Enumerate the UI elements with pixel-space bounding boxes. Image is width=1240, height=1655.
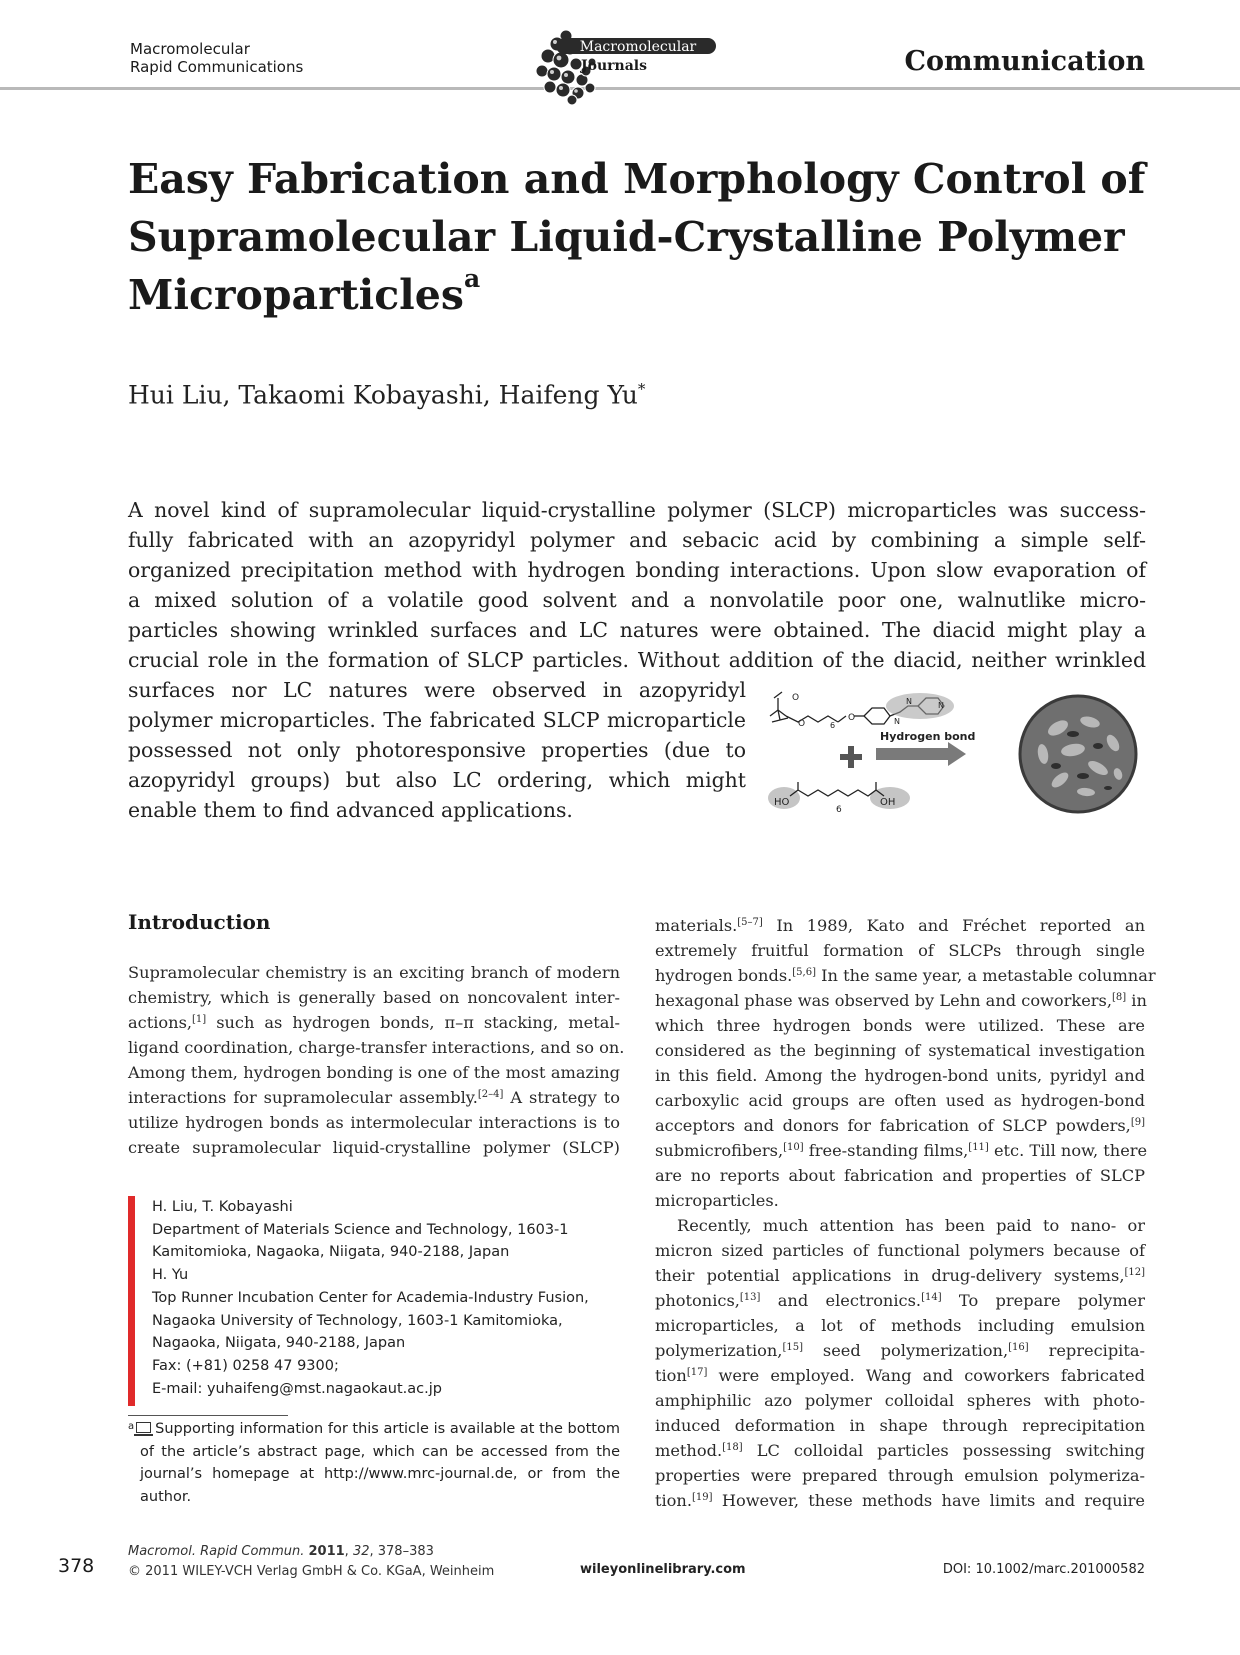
text-line xyxy=(128,960,620,985)
text-run: A strategy to xyxy=(503,1088,620,1107)
citation-volume: 32 xyxy=(352,1544,370,1559)
text-run: are no reports about fabrication and properties of SLCP xyxy=(655,1166,1145,1185)
citation-ref[interactable]: [11] xyxy=(968,1142,989,1153)
text-run: Recently, much attention has been paid to nano- or xyxy=(677,1216,1145,1235)
affiliation-email[interactable]: E-mail: yuhaifeng@mst.nagaokaut.ac.jp xyxy=(152,1380,442,1397)
text-line xyxy=(655,913,1145,938)
text-run: hexagonal phase was observed by Lehn and coworkers, xyxy=(655,991,1112,1010)
text-line xyxy=(128,985,620,1010)
affiliation-line: Nagaoka, Niigata, 940-2188, Japan xyxy=(152,1335,406,1352)
footnote-line: of the article’s abstract page, which can be accessed from the xyxy=(140,1443,620,1460)
text-line xyxy=(655,1038,1145,1063)
intro-right-column xyxy=(655,913,1156,1513)
text-run: etc. Till now, there xyxy=(988,1141,1148,1160)
citation-line: Macromol. Rapid Commun. 2011, 32, 378–383 xyxy=(128,1544,434,1559)
text-line xyxy=(655,963,1156,988)
text-run: polymerization, xyxy=(655,1341,783,1360)
text-run: considered as the beginning of systematical investigation xyxy=(655,1041,1145,1060)
text-run: photonics, xyxy=(655,1291,740,1310)
abstract-line: azopyridyl groups) but also LC ordering, which might xyxy=(128,768,746,792)
author-affiliations xyxy=(152,1196,589,1400)
text-run: submicrofibers, xyxy=(655,1141,784,1160)
citation-pages: 378–383 xyxy=(377,1544,434,1559)
citation-ref[interactable]: [1] xyxy=(192,1014,207,1025)
text-line xyxy=(128,1035,625,1060)
text-run: actions, xyxy=(128,1013,193,1032)
text-run: In 1989, Kato and Fréchet reported an xyxy=(762,916,1145,935)
author-names: Hui Liu, Takaomi Kobayashi, Haifeng Yu xyxy=(128,380,638,410)
text-run: LC colloidal particles possessing switching xyxy=(742,1441,1145,1460)
text-run: create supramolecular liquid-crystalline polymer (SLCP) xyxy=(128,1138,620,1157)
text-run: ligand coordination, charge-transfer interactions, and so on. xyxy=(128,1038,625,1057)
text-run: microparticles. xyxy=(655,1191,779,1210)
citation-ref[interactable]: [2–4] xyxy=(477,1089,504,1100)
citation-year: 2011 xyxy=(308,1544,345,1559)
text-line xyxy=(128,1110,620,1135)
polymer-subscript: 6 xyxy=(830,721,836,730)
text-line xyxy=(128,1135,620,1160)
abstract-line: enable them to find advanced applications. xyxy=(128,798,573,822)
abstract-line: a mixed solution of a volatile good solvent and a nonvolatile poor one, walnutlike micro- xyxy=(128,588,1146,612)
text-run: properties were prepared through emulsion polymeriza- xyxy=(655,1466,1145,1485)
journal-name xyxy=(130,40,303,76)
affiliation-accent-bar xyxy=(128,1196,135,1406)
text-line xyxy=(655,1363,1145,1388)
title-line-2: Supramolecular Liquid-Crystalline Polymer xyxy=(128,213,1125,261)
footnote-marker: a xyxy=(128,1421,135,1432)
text-run: such as hydrogen bonds, π–π stacking, metal- xyxy=(206,1013,620,1032)
footnote-text: Supporting information for this article is available at the bottom xyxy=(155,1421,620,1437)
citation-ref[interactable]: [17] xyxy=(686,1367,708,1378)
text-line xyxy=(655,1288,1145,1313)
citation-ref[interactable]: [5,6] xyxy=(792,967,816,978)
plus-icon xyxy=(840,746,862,768)
copyright-line: © 2011 WILEY-VCH Verlag GmbH & Co. KGaA, Weinheim xyxy=(128,1564,495,1579)
citation-ref[interactable]: [18] xyxy=(722,1442,743,1453)
text-line xyxy=(655,1438,1145,1463)
text-run: and electronics. xyxy=(760,1291,922,1310)
text-line xyxy=(655,1138,1148,1163)
page-number: 378 xyxy=(58,1555,95,1577)
text-run: interactions for supramolecular assembly. xyxy=(128,1088,478,1107)
text-run: in this field. Among the hydrogen-bond units, pyridyl and xyxy=(655,1066,1145,1085)
affiliation-line: Top Runner Incubation Center for Academia-Industry Fusion, xyxy=(152,1289,589,1306)
citation-ref[interactable]: [9] xyxy=(1130,1117,1145,1128)
text-run: utilize hydrogen bonds as intermolecular interactions is to xyxy=(128,1113,620,1132)
logo-text-bottom: Journals xyxy=(581,58,647,74)
text-run: However, these methods have limits and require xyxy=(712,1491,1145,1510)
affiliation-line: Department of Materials Science and Technology, 1603-1 xyxy=(152,1221,569,1238)
text-line xyxy=(655,1338,1145,1363)
text-run: induced deformation in shape through reprecipitation xyxy=(655,1416,1145,1435)
text-run: In the same year, a metastable columnar xyxy=(816,966,1156,985)
text-run: Among them, hydrogen bonding is one of the most amazing xyxy=(128,1063,620,1082)
acid-oh: OH xyxy=(880,797,896,808)
doi-link[interactable]: DOI: 10.1002/marc.201000582 xyxy=(942,1562,1145,1577)
text-line xyxy=(128,1085,620,1110)
text-run: hydrogen bonds. xyxy=(655,966,793,985)
text-run: reprecipita- xyxy=(1028,1341,1145,1360)
computer-icon xyxy=(136,1422,151,1433)
citation-ref[interactable]: [10] xyxy=(783,1142,804,1153)
footnote-line[interactable]: journal’s homepage at http://www.mrc-journal.de, or from the xyxy=(140,1466,620,1482)
text-line xyxy=(655,1113,1145,1138)
title-footnote-marker[interactable]: a xyxy=(463,264,481,293)
text-run: extremely fruitful formation of SLCPs through single xyxy=(655,941,1145,960)
hydrogen-bond-label: Hydrogen bond xyxy=(880,730,976,743)
microparticle-image xyxy=(1020,696,1136,812)
text-line xyxy=(655,1013,1145,1038)
footnote-line xyxy=(128,1418,620,1441)
text-line xyxy=(655,1488,1145,1513)
text-line xyxy=(655,988,1145,1013)
text-run: amphiphilic azo polymer colloidal spheres with photo- xyxy=(655,1391,1145,1410)
citation-ref[interactable]: [5–7] xyxy=(737,917,763,928)
section-label: Communication xyxy=(904,46,1145,77)
text-run: tion. xyxy=(655,1491,692,1510)
text-line xyxy=(128,1010,620,1035)
text-run: carboxylic acid groups are often used as hydrogen-bond xyxy=(655,1091,1145,1110)
text-line xyxy=(655,1163,1145,1188)
citation-ref[interactable]: [8] xyxy=(1111,992,1127,1003)
sebacic-acid-structure xyxy=(790,782,884,796)
polymer-carbonyl-o: O xyxy=(792,693,800,703)
abstract-line: possessed not only photoresponsive properties (due to xyxy=(128,738,746,762)
acid-subscript: 6 xyxy=(836,805,842,815)
text-line xyxy=(655,1213,1145,1238)
text-run: Supramolecular chemistry is an exciting branch of modern xyxy=(128,963,620,982)
text-run: method. xyxy=(655,1441,723,1460)
text-run: free-standing films, xyxy=(803,1141,969,1160)
text-line xyxy=(655,938,1145,963)
affiliation-line: Nagaoka University of Technology, 1603-1 Kamitomioka, xyxy=(152,1312,563,1329)
affiliation-line: Kamitomioka, Nagaoka, Niigata, 940-2188, Japan xyxy=(152,1244,510,1261)
wiley-online-library-link[interactable]: wileyonlinelibrary.com xyxy=(580,1562,746,1577)
text-line xyxy=(655,1188,1145,1213)
polymer-ether-o: O xyxy=(848,713,856,723)
journal-name-line2: Rapid Communications xyxy=(130,58,304,76)
citation-journal: Macromol. Rapid Commun. xyxy=(128,1544,305,1559)
text-run: seed polymerization, xyxy=(802,1341,1009,1360)
text-run: acceptors and donors for fabrication of SLCP powders, xyxy=(655,1116,1131,1135)
citation-ref[interactable]: [15] xyxy=(782,1342,803,1353)
text-run: chemistry, which is generally based on noncovalent inter- xyxy=(128,988,620,1007)
citation-ref[interactable]: [16] xyxy=(1008,1342,1029,1353)
citation-ref[interactable]: [13] xyxy=(739,1292,761,1303)
text-run: in xyxy=(1126,991,1147,1010)
title-line-1: Easy Fabrication and Morphology Control of xyxy=(128,155,1146,203)
text-line xyxy=(128,1060,620,1085)
author-list xyxy=(128,380,645,409)
arrow-icon xyxy=(876,742,966,766)
citation-ref[interactable]: [19] xyxy=(692,1492,713,1503)
affiliation-line: H. Liu, T. Kobayashi xyxy=(152,1199,293,1215)
azo-n: N xyxy=(906,697,912,706)
supporting-info-footnote xyxy=(128,1418,620,1508)
text-run: materials. xyxy=(655,916,738,935)
title-line-3-text: Microparticles xyxy=(128,271,464,319)
text-line xyxy=(655,1088,1145,1113)
text-line xyxy=(655,1063,1145,1088)
abstract-line: polymer microparticles. The fabricated SLCP microparticle xyxy=(128,708,746,732)
text-run: which three hydrogen bonds were utilized. These are xyxy=(655,1016,1145,1035)
text-run: micron sized particles of functional polymers because of xyxy=(655,1241,1145,1260)
acid-ho: HO xyxy=(774,797,790,808)
text-line xyxy=(655,1313,1145,1338)
text-run: To prepare polymer xyxy=(941,1291,1145,1310)
citation-ref[interactable]: [12] xyxy=(1124,1267,1145,1278)
abstract-line: crucial role in the formation of SLCP particles. Without addition of the diacid, neither wrinkled xyxy=(128,648,1146,672)
logo-text-top: Macromolecular xyxy=(579,39,697,55)
azo-n: N xyxy=(894,717,900,726)
text-line xyxy=(655,1238,1145,1263)
text-line xyxy=(655,1413,1145,1438)
text-line xyxy=(655,1388,1145,1413)
macromolecular-journals-logo[interactable] xyxy=(528,24,718,106)
abstract-line: surfaces nor LC natures were observed in azopyridyl xyxy=(128,678,746,702)
text-run: were employed. Wang and coworkers fabricated xyxy=(707,1366,1145,1385)
text-run: microparticles, a lot of methods including emulsion xyxy=(655,1316,1145,1335)
corresponding-author-mark: * xyxy=(637,380,646,398)
abstract-line: particles showing wrinkled surfaces and LC natures were obtained. The diacid might play a xyxy=(128,618,1146,642)
affiliation-line: H. Yu xyxy=(152,1267,189,1284)
abstract-line: fully fabricated with an azopyridyl polymer and sebacic acid by combining a simple self- xyxy=(128,528,1146,552)
abstract-line: A novel kind of supramolecular liquid-crystalline polymer (SLCP) microparticles was success- xyxy=(128,498,1146,522)
journal-name-line1: Macromolecular xyxy=(130,40,250,58)
toc-graphic xyxy=(768,688,1148,818)
citation-ref[interactable]: [14] xyxy=(921,1292,942,1303)
introduction-heading: Introduction xyxy=(128,910,271,934)
abstract-line: organized precipitation method with hydrogen bonding interactions. Upon slow evaporation of xyxy=(128,558,1146,582)
text-run: tion xyxy=(655,1366,687,1385)
footnote-rule xyxy=(128,1415,288,1416)
affiliation-fax: Fax: (+81) 0258 47 9300; xyxy=(152,1357,339,1374)
text-line xyxy=(655,1463,1145,1488)
text-run: their potential applications in drug-delivery systems, xyxy=(655,1266,1125,1285)
title-line-3 xyxy=(128,266,1128,324)
polymer-ether-o: O xyxy=(798,719,806,729)
intro-left-column xyxy=(128,960,625,1160)
pyridine-n: N xyxy=(938,701,944,710)
article-title xyxy=(128,150,1146,324)
text-line xyxy=(655,1263,1145,1288)
footnote-line: author. xyxy=(140,1488,192,1505)
footer-citation xyxy=(128,1542,494,1582)
